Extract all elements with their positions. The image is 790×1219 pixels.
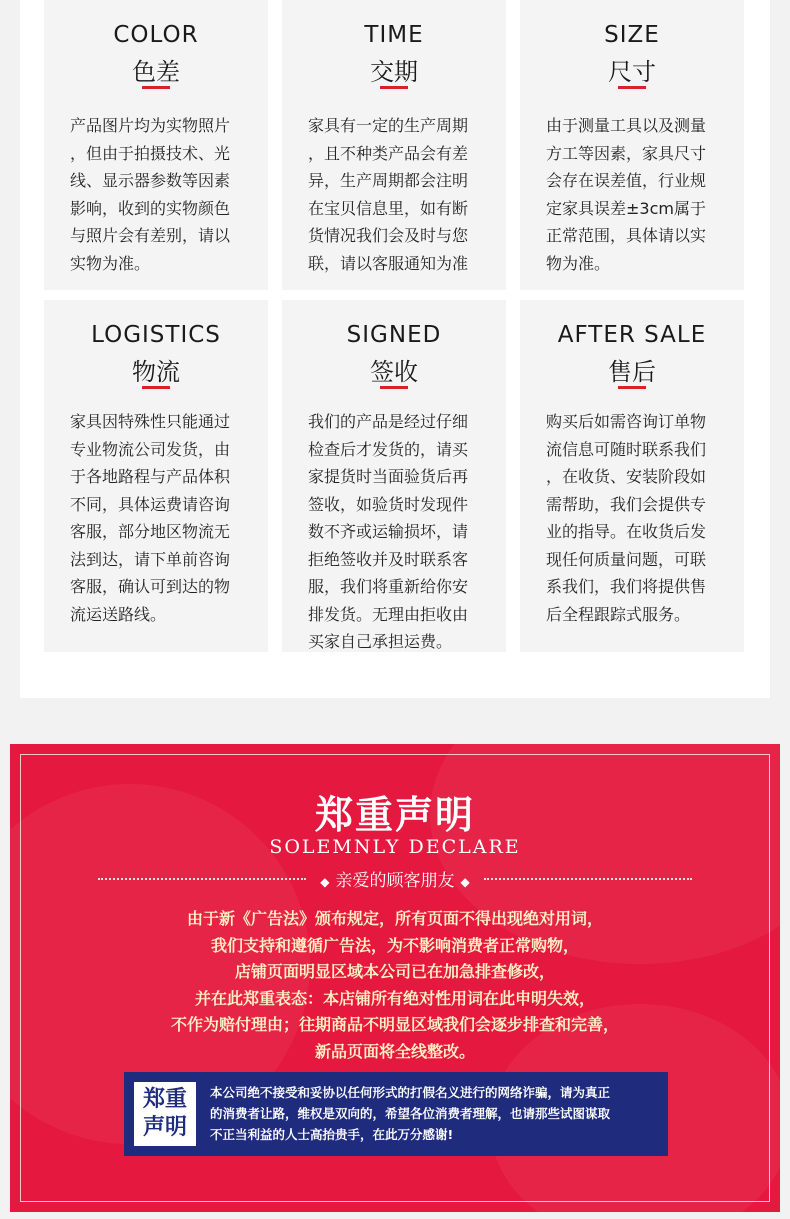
card-line: ，且不种类产品会有差 <box>308 143 469 163</box>
card-line: 与照片会有差别，请以 <box>70 226 231 245</box>
card-line: 定家具误差±3cm属于 <box>546 198 706 218</box>
card-line: 家具有一定的生产周期 <box>308 116 469 135</box>
card-line: 异，生产周期都会注明 <box>308 171 469 190</box>
accent-bar <box>142 86 170 89</box>
card-body <box>546 112 726 277</box>
card-body <box>308 408 488 656</box>
card-line: 客服，部分地区物流无 <box>70 522 231 541</box>
card-line: 在宝贝信息里，如有断 <box>308 198 469 218</box>
card-line: 买家自己承担运费。 <box>308 632 453 651</box>
card-line: 影响，收到的实物颜色 <box>70 198 231 218</box>
paragraph-line: 不作为赔付理由；往期商品不明显区域我们会逐步排查和完善， <box>170 1015 619 1034</box>
card-line: 物为准。 <box>546 253 611 273</box>
card-title-en: COLOR <box>113 22 199 48</box>
card-title-zh: 色差 <box>132 58 180 86</box>
card-title-en: AFTER SALE <box>557 322 707 348</box>
notice-badge <box>134 1082 196 1146</box>
card-line: 需帮助，我们会提供专 <box>546 494 707 514</box>
notice-box <box>124 1072 668 1156</box>
declaration-paragraph <box>10 906 780 1065</box>
notice-line: 本公司绝不接受和妥协以任何形式的打假名义进行的网络诈骗，请为真正 <box>210 1085 611 1100</box>
card-size <box>520 0 744 290</box>
accent-bar <box>618 386 646 389</box>
card-line: 联，请以客服通知为准 <box>308 253 469 273</box>
card-line: 签收，如验货时发现件 <box>308 494 469 514</box>
card-title-zh: 交期 <box>370 58 418 86</box>
card-line: 服，我们将重新给你安 <box>308 577 469 596</box>
card-line: 于各地路程与产品体积 <box>70 467 231 486</box>
card-title-zh: 物流 <box>132 358 180 386</box>
card-line: 流信息可随时联系我们 <box>546 439 707 459</box>
card-title-en: SIZE <box>604 22 660 48</box>
card-line: 家具因特殊性只能通过 <box>70 412 231 431</box>
diamond-icon: ◆ <box>320 875 330 889</box>
greeting-text: 亲爱的顾客朋友 <box>335 871 455 891</box>
accent-bar <box>618 86 646 89</box>
card-line: 实物为准。 <box>70 253 151 273</box>
card-line: 排发货。无理由拒收由 <box>308 604 469 624</box>
card-line: 方工等因素，家具尺寸 <box>546 143 707 163</box>
paragraph-line: 由于新《广告法》颁布规定，所有页面不得出现绝对用词， <box>186 909 603 928</box>
card-time <box>282 0 506 290</box>
card-line: 流运送路线。 <box>70 604 167 624</box>
solemn-declaration-banner <box>10 744 780 1212</box>
card-title-en: SIGNED <box>346 322 442 348</box>
card-line: 系我们，我们将提供售 <box>546 577 707 596</box>
card-line: 法到达，请下单前咨询 <box>70 549 231 569</box>
card-title-en: TIME <box>364 22 424 48</box>
card-line: 产品图片均为实物照片 <box>70 116 231 135</box>
card-title-zh: 尺寸 <box>608 58 656 86</box>
accent-bar <box>380 86 408 89</box>
card-body <box>70 408 250 628</box>
card-body <box>546 408 726 628</box>
greeting <box>10 866 780 891</box>
declare-title: 郑重声明 <box>314 793 475 837</box>
notice-text <box>210 1082 658 1145</box>
guarantee-panel <box>20 0 770 698</box>
notice-line: 的消费者让路，维权是双向的，希望各位消费者理解，也请那些试图谋取 <box>210 1106 611 1121</box>
card-line: 正常范围，具体请以实 <box>546 226 707 245</box>
paragraph-line: 店铺页面明显区域本公司已在加急排查修改， <box>234 962 555 981</box>
card-after-sale <box>520 300 744 652</box>
card-body <box>70 112 250 277</box>
card-line: 购买后如需咨询订单物 <box>546 412 707 431</box>
diamond-icon: ◆ <box>460 875 470 889</box>
card-line: 拒绝签收并及时联系客 <box>308 549 469 569</box>
card-line: 业的指导。在收货后发 <box>546 522 707 541</box>
card-body <box>308 112 488 277</box>
card-line: 不同，具体运费请咨询 <box>70 494 231 514</box>
card-line: ，在收货、安装阶段如 <box>546 467 707 486</box>
accent-bar <box>380 386 408 389</box>
card-title-en: LOGISTICS <box>91 322 221 348</box>
card-line: 现任何质量问题，可联 <box>546 549 707 569</box>
card-signed <box>282 300 506 652</box>
card-line: 后全程跟踪式服务。 <box>546 604 691 624</box>
accent-bar <box>142 386 170 389</box>
declare-subtitle: SOLEMNLY DECLARE <box>269 836 521 858</box>
card-color <box>44 0 268 290</box>
card-title-zh: 签收 <box>370 358 418 386</box>
card-line: 由于测量工具以及测量 <box>546 116 707 135</box>
card-line: ，但由于拍摄技术、光 <box>70 143 231 163</box>
notice-line: 不正当利益的人士高抬贵手，在此万分感谢! <box>210 1127 454 1142</box>
card-line: 专业物流公司发货，由 <box>70 439 231 459</box>
card-line: 我们的产品是经过仔细 <box>308 412 469 431</box>
card-line: 会存在误差值，行业规 <box>546 171 707 190</box>
card-line: 家提货时当面验货后再 <box>308 467 469 486</box>
card-line: 客服，确认可到达的物 <box>70 577 231 596</box>
card-title-zh: 售后 <box>608 358 656 386</box>
badge-line: 声明 <box>142 1115 187 1140</box>
card-line: 货情况我们会及时与您 <box>308 226 469 245</box>
paragraph-line: 我们支持和遵循广告法，为不影响消费者正常购物， <box>210 935 579 955</box>
card-logistics <box>44 300 268 652</box>
paragraph-line: 新品页面将全线整改。 <box>314 1041 475 1061</box>
card-line: 线、显示器参数等因素 <box>70 171 231 190</box>
badge-line: 郑重 <box>142 1087 187 1112</box>
paragraph-line: 并在此郑重表态：本店铺所有绝对性用词在此申明失效， <box>194 988 595 1008</box>
card-line: 数不齐或运输损坏，请 <box>308 522 469 541</box>
card-line: 检查后才发货的，请买 <box>308 439 469 459</box>
